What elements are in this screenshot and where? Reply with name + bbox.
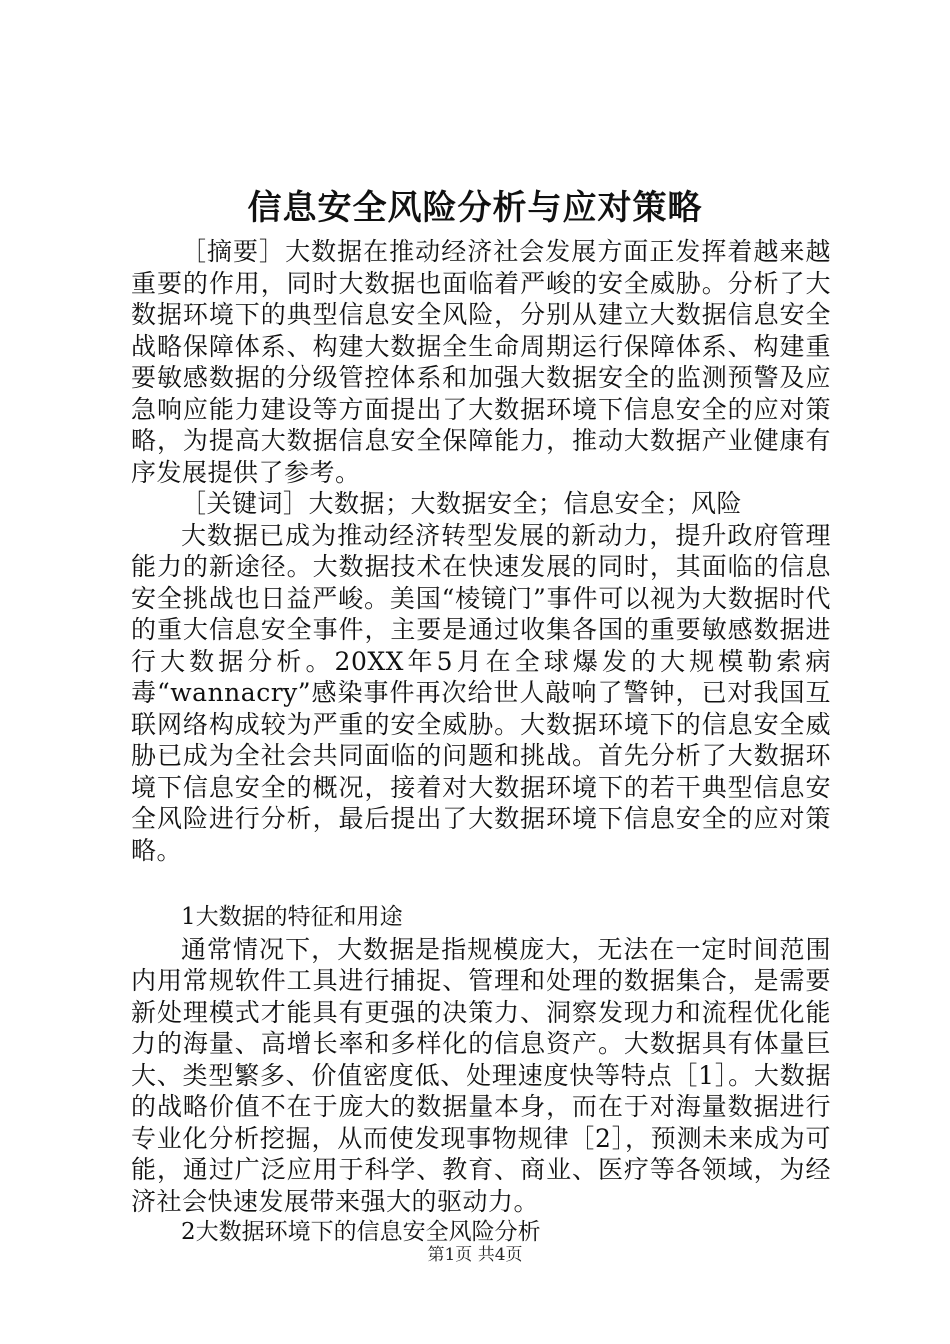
document-title: 信息安全风险分析与应对策略 — [247, 188, 703, 228]
section-1-paragraph: 通常情况下，大数据是指规模庞大，无法在一定时间范围内用常规软件工具进行捕捉、管理和处理的数据集合，是需要新处理模式才能具有更强的决策力、洞察发现力和流程优化能力的海量、高增长率和多样化的信息资产。大数据具有体量巨大、类型繁多、价值密度低、处理速度快等特点［1］。大数据的战略价值不在于庞大的数据量本身，而在于对海量数据进行专业化分析挖掘，从而使发现事物规律［2］，预测未来成为可能，通过广泛应用于科学、教育、商业、医疗等各领域，为经济社会快速发展带来强大的驱动力。 — [131, 934, 831, 1216]
abstract-paragraph: ［摘要］大数据在推动经济社会发展方面正发挥着越来越重要的作用，同时大数据也面临着严峻的安全威胁。分析了大数据环境下的典型信息安全风险，分别从建立大数据信息安全战略保障体系、构建大数据全生命周期运行保障体系、构建重要敏感数据的分级管控体系和加强大数据安全的监测预警及应急响应能力建设等方面提出了大数据环境下信息安全的应对策略，为提高大数据信息安全保障能力，推动大数据产业健康有序发展提供了参考。 — [131, 237, 831, 487]
paragraph-spacer — [131, 866, 831, 902]
document-body — [131, 236, 831, 1249]
section-2-heading: 2大数据环境下的信息安全风险分析 — [181, 1219, 541, 1245]
intro-paragraph: 大数据已成为推动经济转型发展的新动力，提升政府管理能力的新途径。大数据技术在快速发展的同时，其面临的信息安全挑战也日益严峻。美国“棱镜门”事件可以视为大数据时代的重大信息安全事件，主要是通过收集各国的重要敏感数据进行大数据分析。20XX年5月在全球爆发的大规模勒索病毒“wannacry”感染事件再次给世人敲响了警钟，已对我国互联网络构成较为严重的安全威胁。大数据环境下的信息安全威胁已成为全社会共同面临的问题和挑战。首先分析了大数据环境下信息安全的概况，接着对大数据环境下的若干典型信息安全风险进行分析，最后提出了大数据环境下信息安全的应对策略。 — [131, 520, 831, 865]
page-number-footer: 第1页 共4页 — [427, 1245, 523, 1265]
keywords-paragraph: ［关键词］大数据；大数据安全；信息安全；风险 — [181, 489, 743, 518]
section-1-heading: 1大数据的特征和用途 — [181, 904, 403, 930]
